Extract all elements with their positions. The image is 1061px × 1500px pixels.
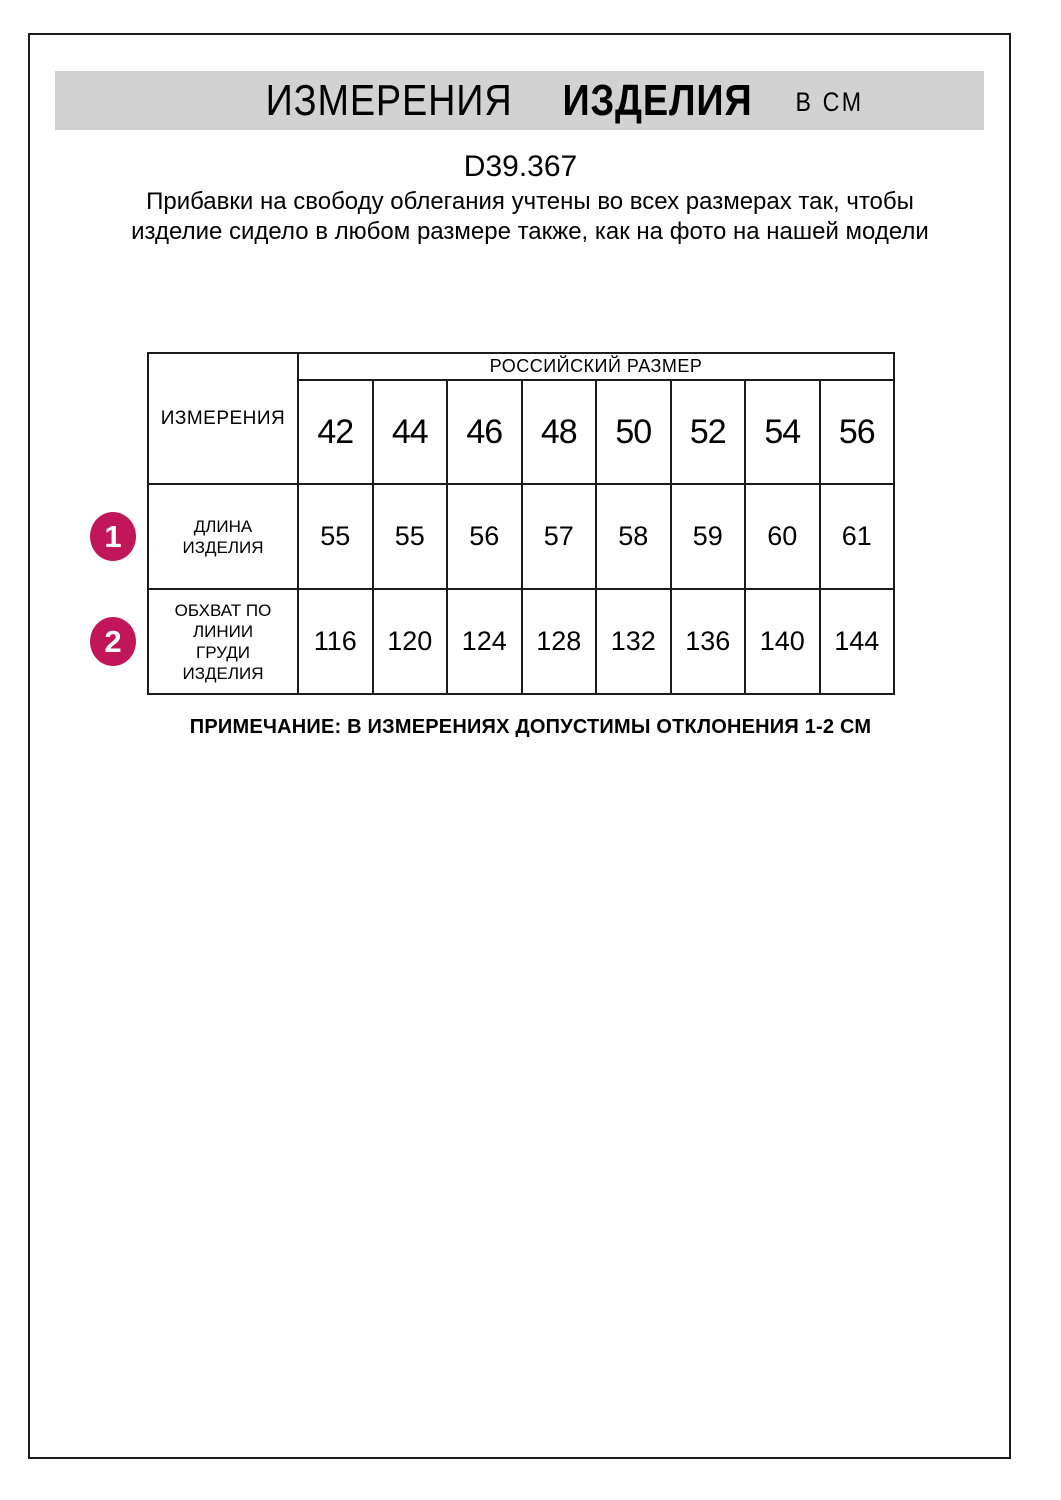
page-title-word1: ИЗМЕРЕНИЯ — [265, 75, 513, 125]
page-title-unit: В СМ — [795, 87, 864, 117]
chest-value: 116 — [298, 589, 373, 694]
chest-value: 136 — [671, 589, 746, 694]
table-row-chest — [148, 589, 894, 694]
size-header: 44 — [373, 380, 448, 484]
table-row-group-header — [148, 353, 894, 380]
length-value: 61 — [820, 484, 895, 589]
length-value: 55 — [373, 484, 448, 589]
size-header: 46 — [447, 380, 522, 484]
product-code: D39.367 — [463, 150, 578, 183]
measurement-label-chest — [148, 589, 298, 694]
measurement-label-length — [148, 484, 298, 589]
fit-description: Прибавки на свободу облегания учтены во всех размерах так, чтобы изделие сидело в любом размере также, как на фото на нашей модели — [131, 188, 929, 245]
measurement-label-length-text: ДЛИНА ИЗДЕЛИЯ — [182, 516, 264, 557]
russian-size-header: РОССИЙСКИЙ РАЗМЕР — [298, 353, 894, 380]
chest-value: 128 — [522, 589, 597, 694]
length-value: 58 — [596, 484, 671, 589]
measurements-column-header: ИЗМЕРЕНИЯ — [148, 353, 298, 484]
measurement-label-chest-text: ОБХВАТ ПО ЛИНИИ ГРУДИ ИЗДЕЛИЯ — [174, 600, 272, 683]
size-header: 48 — [522, 380, 597, 484]
chest-value: 124 — [447, 589, 522, 694]
chest-value: 132 — [596, 589, 671, 694]
table-row-length — [148, 484, 894, 589]
length-value: 57 — [522, 484, 597, 589]
title-banner — [55, 71, 984, 130]
size-header: 50 — [596, 380, 671, 484]
chest-value: 140 — [745, 589, 820, 694]
size-header: 56 — [820, 380, 895, 484]
size-table — [147, 352, 895, 695]
measurement-number-badge-2: 2 — [90, 617, 136, 666]
page-title-word2: ИЗДЕЛИЯ — [562, 75, 753, 125]
length-value: 60 — [745, 484, 820, 589]
title-banner-inner — [266, 76, 864, 126]
measurement-number-badge-1: 1 — [90, 512, 136, 561]
chest-value: 144 — [820, 589, 895, 694]
length-value: 56 — [447, 484, 522, 589]
size-header: 42 — [298, 380, 373, 484]
size-header: 54 — [745, 380, 820, 484]
tolerance-note: ПРИМЕЧАНИЕ: В ИЗМЕРЕНИЯХ ДОПУСТИМЫ ОТКЛОНЕНИЯ 1-2 СМ — [189, 716, 872, 738]
chest-value: 120 — [373, 589, 448, 694]
length-value: 59 — [671, 484, 746, 589]
size-header: 52 — [671, 380, 746, 484]
length-value: 55 — [298, 484, 373, 589]
